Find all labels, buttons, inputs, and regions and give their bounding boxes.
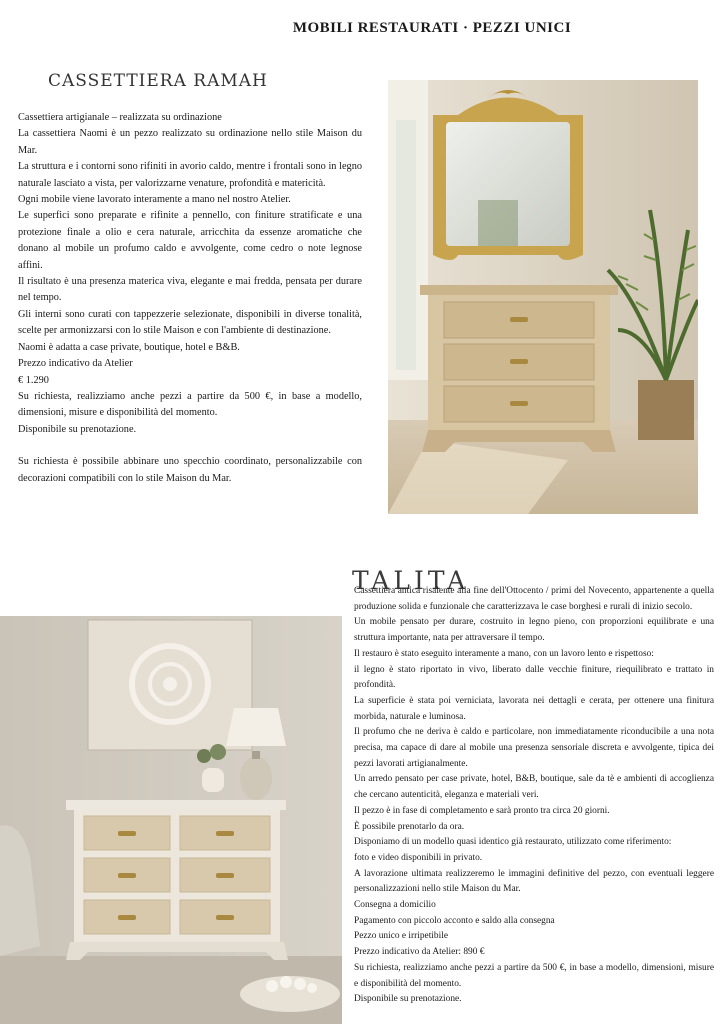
paragraph: il legno è stato riportato in vivo, liberato dalle vecchie finiture, riequilibrato e trattato in profondità. — [354, 664, 714, 691]
paragraph: foto e video disponibili in privato. — [354, 852, 483, 863]
price-value: € 1.290 — [18, 374, 49, 386]
product-description-ramah — [18, 110, 362, 487]
paragraph: Un mobile pensato per durare, costruito in legno pieno, con proporzioni equilibrate e una struttura importante, nata per attraversare il tempo. — [354, 617, 714, 644]
paragraph: La superficie è stata poi verniciata, lavorata nei dettagli e cerata, per ottenere una finitura morbida, naturale e luminosa. — [354, 695, 714, 722]
paragraph: Naomi è adatta a case private, boutique, hotel e B&B. — [18, 341, 240, 353]
paragraph: Un arredo pensato per case private, hotel, B&B, boutique, sale da tè e ambienti di accoglienza che cercano autenticità, eleganza e materiali veri. — [354, 774, 714, 801]
product-photo-ramah — [388, 80, 698, 514]
paragraph: Gli interni sono curati con tappezzerie selezionate, disponibili in diverse tonalità, scelte per armonizzarsi con lo stile Maison e con l'ambiente di destinazione. — [18, 308, 362, 337]
paragraph: Il restauro è stato eseguito interamente a mano, con un lavoro lento e rispettoso: — [354, 648, 654, 659]
paragraph: Pagamento con piccolo acconto e saldo alla consegna — [354, 915, 555, 926]
product-photo-talita — [0, 616, 342, 1024]
paragraph: A lavorazione ultimata realizzeremo le immagini definitive del pezzo, con eventuali leggere personalizzazioni nello stile Maison du Mar. — [354, 868, 714, 895]
paragraph: Su richiesta, realizziamo anche pezzi a partire da 500 €, in base a modello, dimensioni, misure e disponibilità del momento. — [18, 390, 362, 419]
paragraph: Su richiesta è possibile abbinare uno specchio coordinato, personalizzabile con decorazioni compatibili con lo stile Maison du Mar. — [18, 456, 362, 484]
availability: Disponibile su prenotazione. — [354, 994, 462, 1005]
paragraph: Il risultato è una presenza materica viva, elegante e mai fredda, pensata per durare nel tempo. — [18, 276, 362, 304]
paragraph: Cassettiera artigianale – realizzata su ordinazione — [18, 112, 222, 123]
paragraph: È possibile prenotarlo da ora. — [354, 821, 465, 832]
product-title-ramah: CASSETTIERA RAMAH — [48, 71, 268, 92]
paragraph: Cassettiera antica risalente alla fine dell'Ottocento / primi del Novecento, appartenente a quella produzione solida e funzionale che caratterizzava le case borghesi e rurali di inizio secolo. — [354, 586, 714, 612]
paragraph: Pezzo unico e irripetibile — [354, 931, 448, 942]
paragraph: Consegna a domicilio — [354, 900, 436, 911]
price-label: Prezzo indicativo da Atelier — [18, 358, 133, 370]
product-title-talita: TALITA — [352, 565, 470, 595]
paragraph: La struttura e i contorni sono rifiniti in avorio caldo, mentre i frontali sono in legno naturale lasciato a vista, per valorizzarne venature, profondità e matericità. — [18, 161, 362, 189]
paragraph: Su richiesta, realizziamo anche pezzi a partire da 500 €, in base a modello, dimensioni, misure e disponibilità del momento. — [354, 962, 714, 989]
product-description-talita — [354, 584, 714, 1008]
paragraph: Ogni mobile viene lavorato interamente a mano nel nostro Atelier. — [18, 194, 291, 206]
paragraph: Il profumo che ne deriva è caldo e particolare, non immediatamente riconducibile a una nota precisa, ma capace di dare al mobile una presenza sensoriale discreta e avvolgente, tipica dei pezzi lavorati artigianalmente. — [354, 727, 714, 769]
paragraph: Le superfici sono preparate e rifinite a pennello, con finiture stratificate e una protezione finale a olio e cera naturale, arricchita da essenze aromatiche che donano al mobile un profumo caldo e avvolgente, come cedro o note legnose affini. — [18, 210, 362, 271]
chest-lamp-illustration — [0, 616, 342, 1024]
spacer — [18, 438, 362, 454]
paragraph: La cassettiera Naomi è un pezzo realizzato su ordinazione nello stile Maison du Mar. — [18, 128, 362, 156]
page-header: MOBILI RESTAURATI · PEZZI UNICI — [292, 20, 572, 36]
availability: Disponibile su prenotazione. — [18, 423, 137, 435]
paragraph: Disponiamo di un modello quasi identico già restaurato, utilizzato come riferimento: — [354, 837, 672, 848]
price: Prezzo indicativo da Atelier: 890 € — [354, 947, 485, 958]
paragraph: Il pezzo è in fase di completamento e sarà pronto tra circa 20 giorni. — [354, 805, 610, 816]
dresser-mirror-illustration — [388, 80, 698, 514]
